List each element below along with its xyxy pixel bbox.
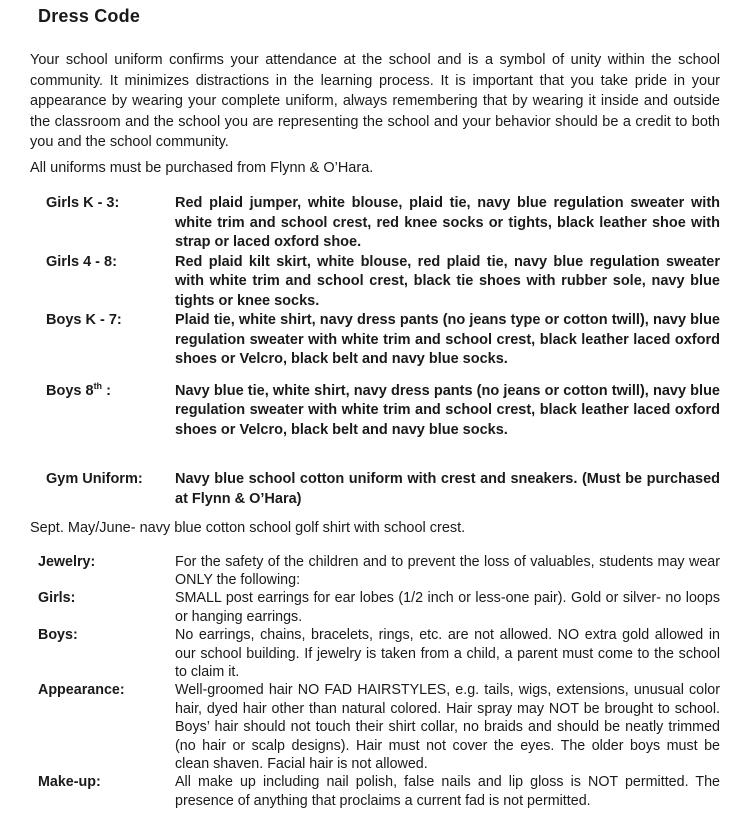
uniform-label-boys-8th — [30, 382, 175, 441]
golf-shirt-note: Sept. May/June- navy blue cotton school golf shirt with school crest. — [30, 520, 466, 536]
uniform-description-boys-8th: Navy blue tie, white shirt, navy dress pants (no jeans or cotton twill), navy blue regulation sweater with white trim and school crest, black leather laced oxford shoes or Velcro, black belt and navy blue socks. — [175, 382, 720, 438]
uniform-description-boys-k7: Plaid tie, white shirt, navy dress pants (no jeans type or cotton twill), navy blue regulation sweater with white trim and school crest, black leather laced oxford shoes or Velcro, black belt and navy blue socks. — [175, 312, 720, 367]
rule-label-makeup: Make-up: — [38, 774, 101, 791]
uniform-row-boys-k7 — [30, 311, 720, 370]
rule-description-appearance: Well-groomed hair NO FAD HAIRSTYLES, e.g. tails, wigs, extensions, unusual color hair, dyed hair other than natural colored. Hair spray may NOT be brought to school. Boys’ hair should not touch their shirt collar, no braids and should be neatly trimmed (no hair or scalp designs). Hair must not cover the eyes. The older boys must be clean shaven. Facial hair is not allowed. — [175, 682, 720, 772]
uniform-requirements-section — [30, 194, 720, 509]
uniform-row-girls-4-8 — [30, 253, 720, 312]
uniform-label-girls-k3: Girls K - 3: — [46, 195, 120, 211]
rule-row-appearance — [30, 681, 720, 773]
rule-description-makeup: All make up including nail polish, false nails and lip gloss is NOT permitted. The presence of anything that proclaims a current fad is not permitted. — [175, 774, 720, 809]
rule-row-makeup — [30, 773, 720, 810]
uniform-description-gym: Navy blue school cotton uniform with crest and sneakers. (Must be purchased at Flynn & O’Hara) — [175, 471, 720, 507]
rule-label-girls: Girls: — [38, 590, 76, 607]
rule-description-boys: No earrings, chains, bracelets, rings, etc. are not allowed. NO extra gold allowed in our school building. If jewelry is taken from a child, a parent must come to the school to claim it. — [175, 627, 720, 680]
rule-description-jewelry: For the safety of the children and to prevent the loss of valuables, students may wear ONLY the following: — [175, 553, 720, 588]
uniform-label-boys-k7: Boys K - 7: — [46, 312, 122, 328]
uniform-label-boys-8th-colon: : — [102, 382, 111, 399]
uniform-description-girls-k3: Red plaid jumper, white blouse, plaid tie, navy blue regulation sweater with white trim and school crest, red knee socks or tights, black leather shoe with strap or laced oxford shoe. — [175, 195, 720, 250]
rule-label-boys: Boys: — [38, 627, 78, 644]
uniform-label-boys-8th-text: Boys 8 — [46, 382, 94, 399]
uniform-label-gym: Gym Uniform: — [46, 471, 143, 487]
rule-label-jewelry: Jewelry: — [38, 553, 96, 570]
intro-paragraph: Your school uniform confirms your attendance at the school and is a symbol of unity within the school community. It minimizes distractions in the learning process. It is important that you take pride in your appearance by wearing your complete uniform, always remembering that by wearing it inside and outside the classroom and the school you are representing the school and your behavior should be a credit to both you and the school community. — [30, 52, 720, 150]
conduct-rules-section — [30, 553, 720, 811]
rule-row-girls — [30, 589, 720, 626]
rule-description-girls: SMALL post earrings for ear lobes (1/2 inch or less-one pair). Gold or silver- no loops or hanging earrings. — [175, 590, 720, 625]
rule-label-appearance: Appearance: — [38, 682, 125, 699]
uniform-description-girls-4-8: Red plaid kilt skirt, white blouse, red plaid tie, navy blue regulation sweater with white trim and school crest, black tie shoes with rubber sole, navy blue tights or knee socks. — [175, 253, 720, 309]
uniform-label-girls-4-8: Girls 4 - 8: — [46, 253, 117, 270]
rule-row-jewelry — [30, 553, 720, 590]
uniform-row-gym — [30, 470, 720, 509]
uniform-row-boys-8th — [30, 382, 720, 441]
page-title: Dress Code — [38, 6, 141, 26]
purchase-note: All uniforms must be purchased from Flynn & O’Hara. — [30, 159, 374, 176]
uniform-label-boys-8th-ordinal: th — [93, 380, 103, 391]
uniform-row-girls-k3 — [30, 194, 720, 253]
rule-row-boys — [30, 626, 720, 681]
